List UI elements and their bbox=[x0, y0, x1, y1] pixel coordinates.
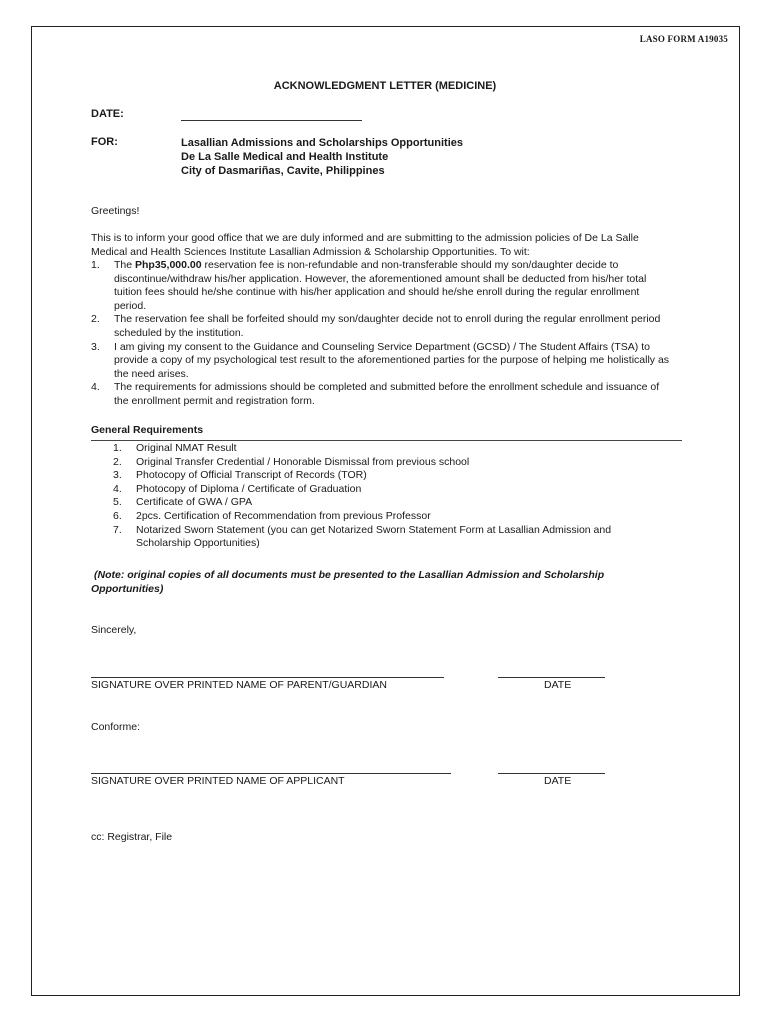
requirements-list bbox=[113, 442, 668, 551]
recipient-address bbox=[181, 136, 463, 178]
requirement-item: 2. Original Transfer Credential / Honorable Dismissal from previous school bbox=[113, 455, 470, 468]
intro-paragraph: This is to inform your good office that we are duly informed and are submitting to the admission policies of De La Salle Medical and Health Sciences Institute Lasallian Admission & Scholarship Opportunities. To wit: bbox=[91, 232, 639, 258]
requirement-item: 7. Notarized Sworn Statement (you can get Notarized Sworn Statement Form at Lasallian Admission and Scholarship Opportunities) bbox=[113, 523, 612, 550]
requirements-divider bbox=[91, 440, 682, 441]
requirement-item: 3. Photocopy of Official Transcript of Records (TOR) bbox=[113, 469, 367, 482]
requirements-heading: General Requirements bbox=[91, 424, 204, 436]
date-blank-line bbox=[181, 120, 362, 121]
requirement-item: 5. Certificate of GWA / GPA bbox=[113, 496, 253, 509]
policy-item: 4. The requirements for admissions should be completed and submitted before the enrollment schedule and issuance of the enrollment permit and registration form. bbox=[91, 381, 660, 407]
policy-item: 3. I am giving my consent to the Guidance and Counseling Service Department (GCSD) / The Student Affairs (TSA) to provide a copy of my psychological test result to the aforementioned parties for the purpose of helping me holistically as the need arises. bbox=[91, 340, 670, 380]
requirement-item: 6. 2pcs. Certification of Recommendation from previous Professor bbox=[113, 509, 431, 522]
requirement-item: 1. Original NMAT Result bbox=[113, 442, 237, 454]
for-label: FOR: bbox=[91, 136, 118, 148]
recipient-line-2: De La Salle Medical and Health Institute bbox=[181, 151, 389, 163]
policy-item: 2. The reservation fee shall be forfeited should my son/daughter decide not to enroll during the regular enrollment period scheduled by the institution. bbox=[91, 313, 661, 339]
applicant-signature-line bbox=[91, 773, 451, 774]
date-label: DATE: bbox=[91, 108, 124, 120]
applicant-date-line bbox=[498, 773, 605, 774]
applicant-signature-label: SIGNATURE OVER PRINTED NAME OF APPLICANT bbox=[91, 775, 345, 787]
parent-date-caption: DATE bbox=[544, 679, 572, 691]
documents-note: (Note: original copies of all documents must be presented to the Lasallian Admission and Scholarship Opportunities) bbox=[91, 569, 605, 595]
policy-list bbox=[91, 259, 671, 409]
greeting: Greetings! bbox=[91, 205, 140, 217]
closing: Sincerely, bbox=[91, 624, 137, 636]
recipient-line-1: Lasallian Admissions and Scholarships Opportunities bbox=[181, 137, 463, 149]
requirement-item: 4. Photocopy of Diploma / Certificate of Graduation bbox=[113, 482, 362, 495]
parent-signature-label: SIGNATURE OVER PRINTED NAME OF PARENT/GUARDIAN bbox=[91, 679, 387, 691]
policy-item: 1. The Php35,000.00 reservation fee is non-refundable and non-transferable should my son/daughter decide to discontinue/withdraw his/her application. However, the aforementioned amount shall be deducted from his/her total tuition fees should he/she continue with his/her application and should he/she enroll during the regular enrollment period. bbox=[91, 259, 647, 312]
parent-date-line bbox=[498, 677, 605, 678]
parent-signature-line bbox=[91, 677, 444, 678]
carbon-copy-line: cc: Registrar, File bbox=[91, 831, 173, 843]
recipient-line-3: City of Dasmariñas, Cavite, Philippines bbox=[181, 165, 385, 177]
reservation-fee-amount: Php35,000.00 bbox=[135, 259, 202, 271]
document-title: ACKNOWLEDGMENT LETTER (MEDICINE) bbox=[273, 80, 497, 92]
applicant-date-caption: DATE bbox=[544, 775, 572, 787]
conforme-label: Conforme: bbox=[91, 721, 141, 733]
form-code: LASO FORM A19035 bbox=[639, 34, 728, 44]
